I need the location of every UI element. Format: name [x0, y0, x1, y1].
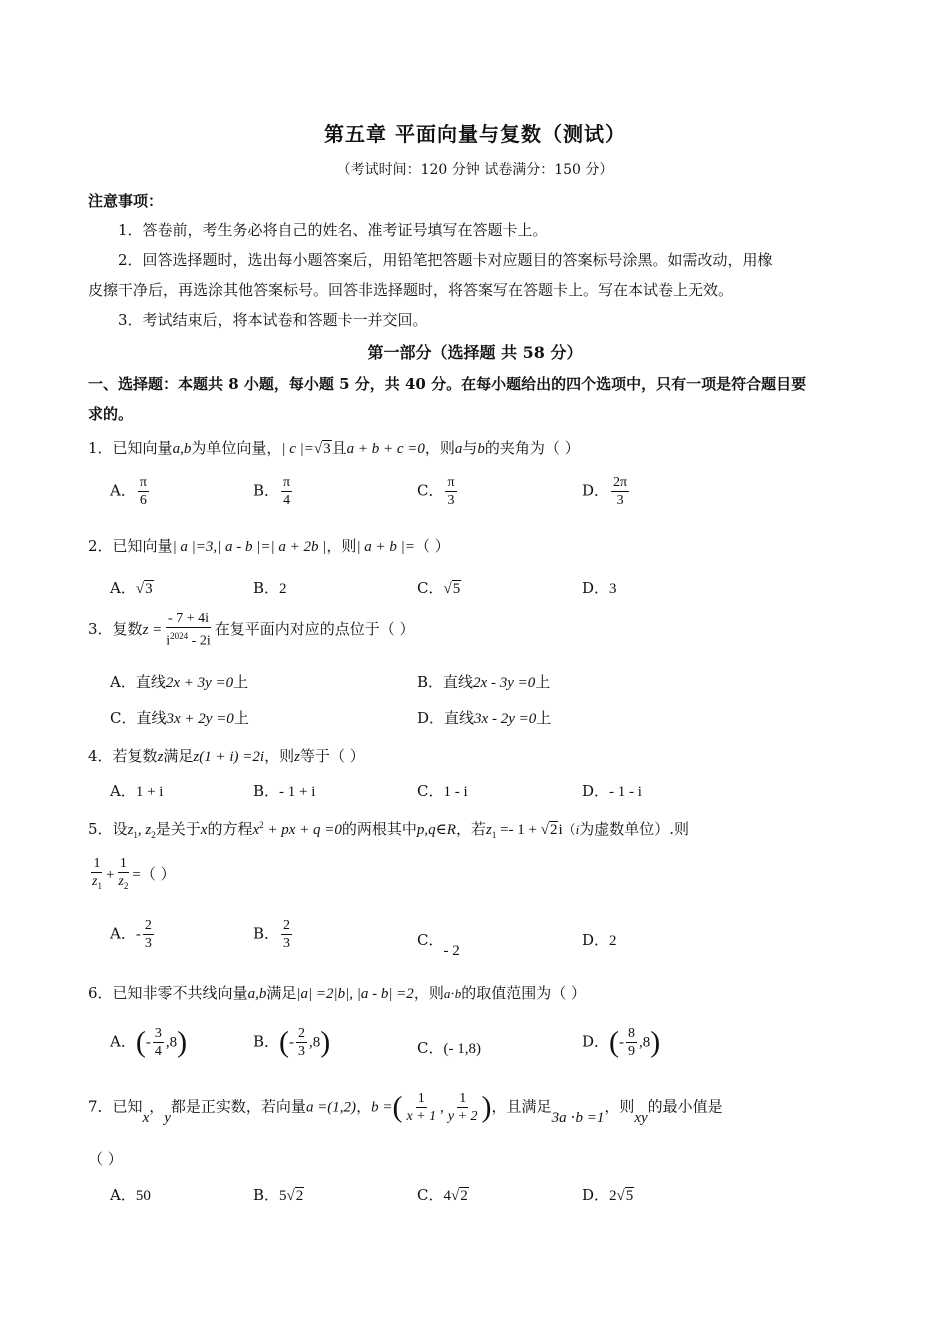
- question-1: 1．已知向量a,b为单位向量，| c |=√3且a + b + c =0，则a与b的夹角为（ ）: [88, 439, 580, 457]
- notice-item-3: 3．考试结束后，将本试卷和答题卡一并交回。: [118, 311, 428, 329]
- notice-item-2-cont: 皮擦干净后，再选涂其他答案标号。回答非选择题时，将答案写在答题卡上。写在本试卷上无效。: [88, 281, 734, 299]
- q6-option-d[interactable]: D．(- $\frac{8}{9}$ ,8): [582, 1025, 661, 1059]
- q7-option-d[interactable]: D．2√5: [582, 1186, 634, 1204]
- q3-option-a[interactable]: A．直线2x + 3y =0上: [110, 673, 249, 691]
- q3-option-d[interactable]: D．直线3x - 2y =0上: [417, 709, 552, 727]
- q1-option-b[interactable]: B． $\frac{\pi}{4}$: [253, 475, 291, 508]
- q5-option-b[interactable]: B． $\frac{2}{3}$: [253, 918, 291, 951]
- q4-option-a[interactable]: A．1 + i: [110, 782, 164, 800]
- q4-option-d[interactable]: D．- 1 - i: [582, 782, 642, 800]
- q2-option-d[interactable]: D．3: [582, 579, 617, 597]
- q1-option-a[interactable]: A． $\frac{\pi}{6}$: [110, 475, 147, 508]
- q4-option-b[interactable]: B．- 1 + i: [253, 782, 316, 800]
- section-heading-cont: 求的。: [88, 405, 134, 423]
- q1-option-d[interactable]: D． $\frac{2\pi}{3}$: [582, 475, 628, 508]
- notice-item-2: 2．回答选择题时，选出每小题答案后，用铅笔把答题卡对应题目的答案标号涂黑。如需改动，用橡: [118, 251, 773, 269]
- notice-heading: 注意事项：: [88, 192, 164, 210]
- q7-option-b[interactable]: B．5√2: [253, 1186, 304, 1204]
- q6-option-c[interactable]: C．(- 1,8): [417, 1039, 481, 1057]
- question-5-cont: $\frac{1}{z_1}$ + $\frac{1}{z_2}$ =（ ）: [92, 856, 176, 891]
- q7-option-c[interactable]: C．4√2: [417, 1186, 468, 1204]
- question-7: 7．已知x，y都是正实数，若向量a =(1,2)，b =( $\frac{1}{x + 1}$ , $\frac{1}{y + 2}$ )，且满足3a ⋅b =1，则xy的最小值是: [88, 1090, 723, 1126]
- q5-option-c[interactable]: C．- 2: [417, 931, 460, 959]
- q5-option-d[interactable]: D．2: [582, 931, 617, 949]
- q2-option-b[interactable]: B．2: [253, 579, 287, 597]
- question-4: 4．若复数z满足z(1 + i) =2i，则z等于（ ）: [88, 747, 365, 765]
- q2-option-a[interactable]: A．√3: [110, 579, 153, 597]
- exam-info: （考试时间：120 分钟 试卷满分：150 分）: [336, 162, 614, 178]
- part-heading: 第一部分（选择题 共 58 分）: [367, 343, 583, 362]
- page-title: 第五章 平面向量与复数（测试）: [324, 122, 626, 146]
- notice-item-1: 1．答卷前，考生务必将自己的姓名、准考证号填写在答题卡上。: [118, 221, 548, 239]
- question-5: 5．设$z_1$, $z_2$是关于x的方程$x^2$ + px + q =0的两根其中p,q∈R，若$z_1 =- 1 + √2i(i$为虚数单位）.则: [88, 820, 690, 840]
- question-2: 2．已知向量| a |=3,| a - b |=| a + 2b |，则| a + b |=（ ）: [88, 537, 450, 555]
- q7-option-a[interactable]: A．50: [110, 1186, 151, 1204]
- q6-option-a[interactable]: A．(- $\frac{3}{4}$ ,8): [110, 1025, 188, 1059]
- question-7-cont: （ ）: [88, 1150, 123, 1168]
- q3-option-b[interactable]: B．直线2x - 3y =0上: [417, 673, 551, 691]
- q5-option-a[interactable]: A．- $\frac{2}{3}$: [110, 918, 152, 951]
- q3-option-c[interactable]: C．直线3x + 2y =0上: [110, 709, 249, 727]
- question-3: 3．复数z = $\frac{- 7 + 4i}{i^{2024} - 2i}$ 在复平面内对应的点位于（ ）: [88, 611, 415, 649]
- q6-option-b[interactable]: B．(- $\frac{2}{3}$ ,8): [253, 1025, 331, 1059]
- question-6: 6．已知非零不共线向量a,b满足|a| =2|b|, |a - b| =2，则a⋅b的取值范围为（ ）: [88, 984, 587, 1002]
- q2-option-c[interactable]: C．√5: [417, 579, 461, 597]
- section-heading: 一、选择题：本题共 8 小题，每小题 5 分，共 40 分。在每小题给出的四个选项中，只有一项是符合题目要: [88, 375, 807, 393]
- q4-option-c[interactable]: C．1 - i: [417, 782, 468, 800]
- q1-option-c[interactable]: C． $\frac{\pi}{3}$: [417, 475, 455, 508]
